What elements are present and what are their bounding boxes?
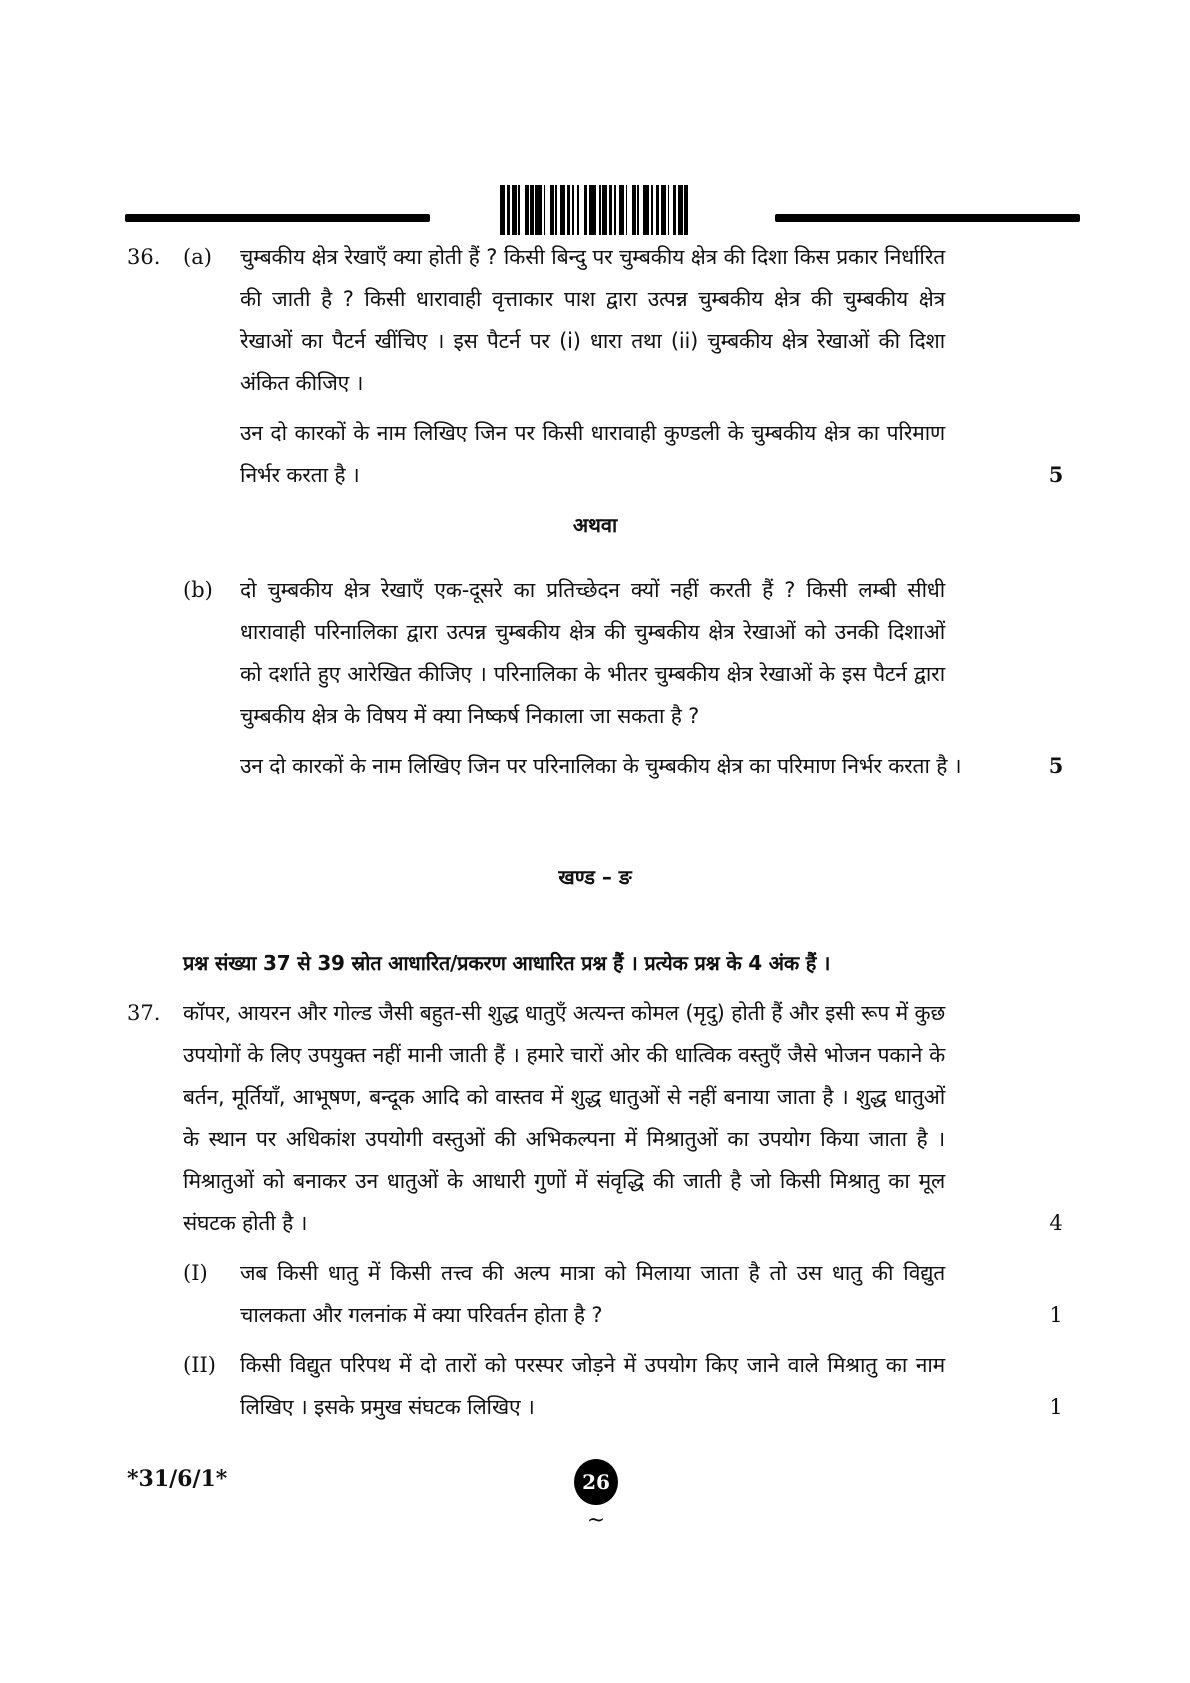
q36a-line-4: अंकित कीजिए । <box>240 371 364 395</box>
barcode-bar <box>535 185 542 235</box>
q36b-line-3: को दर्शाते हुए आरेखित कीजिए । परिनालिका के भीतर चुम्बकीय क्षेत्र रेखाओं के इस पैटर्न द्वारा <box>240 662 945 686</box>
part-label-b: (b) <box>183 578 213 602</box>
subpart-label-I: (I) <box>183 1261 208 1285</box>
part-label-a: (a) <box>183 245 212 269</box>
q36a-line-2: की जाती है ? किसी धारावाही वृत्ताकार पाश द्वारा उत्पन्न चुम्बकीय क्षेत्र की चुम्बकीय क्षेत्र <box>240 287 945 311</box>
page-number-text: 26 <box>582 1470 610 1494</box>
q36b-line-1: दो चुम्बकीय क्षेत्र रेखाएँ एक-दूसरे का प्रतिच्छेदन क्यों नहीं करती हैं ? किसी लम्बी सीधी <box>240 578 945 602</box>
q37-line-5: मिश्रातुओं को बनाकर उन धातुओं के आधारी गुणों में संवृद्धि की जाती है जो किसी मिश्रातु का मूल <box>183 1169 945 1193</box>
marks-q36a: 5 <box>1048 462 1064 487</box>
q37-line-2: उपयोगों के लिए उपयुक्त नहीं मानी जाती हैं । हमारे चारों ओर की धात्विक वस्तुएँ जैसे भोजन पकाने के <box>183 1043 945 1067</box>
q37-I-line-2: चालकता और गलनांक में क्या परिवर्तन होता है ? <box>240 1303 603 1327</box>
header-rule-right <box>775 214 1080 222</box>
q36a-line-3: रेखाओं का पैटर्न खींचिए । इस पैटर्न पर (i) धारा तथा (ii) चुम्बकीय क्षेत्र रेखाओं की दिशा <box>240 329 945 353</box>
q37-line-3: बर्तन, मूर्तियाँ, आभूषण, बन्दूक आदि को वास्तव में शुद्ध धातुओं से नहीं बनाया जाता है । शुद्ध धातुओं <box>183 1085 945 1109</box>
q36b-line-4: चुम्बकीय क्षेत्र के विषय में क्या निष्कर्ष निकाला जा सकता है ? <box>240 704 700 728</box>
header-rule-left <box>125 214 430 222</box>
barcode-bar <box>589 185 596 235</box>
page-number <box>574 1459 618 1505</box>
section-title: खण्ड – ङ <box>558 865 632 889</box>
q37-I-line-1: जब किसी धातु में किसी तत्त्व की अल्प मात्रा को मिलाया जाता है तो उस धातु की विद्युत <box>240 1261 945 1285</box>
q37-line-4: के स्थान पर अधिकांश उपयोगी वस्तुओं की अभिकल्पना में मिश्रातुओं का उपयोग किया जाता है । <box>183 1127 945 1151</box>
marks-q37-II: 1 <box>1049 1395 1063 1419</box>
marks-q37-I: 1 <box>1049 1303 1063 1327</box>
q36b-line-2: धारावाही परिनालिका द्वारा उत्पन्न चुम्बकीय क्षेत्र की चुम्बकीय क्षेत्र रेखाओं को उनकी दिशाओं <box>240 620 945 644</box>
marks-q37: 4 <box>1049 1211 1063 1235</box>
section-instruction: प्रश्न संख्या 37 से 39 स्रोत आधारित/प्रकरण आधारित प्रश्न हैं । प्रत्येक प्रश्न के 4 अंक हैं । <box>183 951 831 975</box>
q36b-line-5: उन दो कारकों के नाम लिखिए जिन पर परिनालिका के चुम्बकीय क्षेत्र का परिमाण निर्भर करता है । <box>240 754 962 778</box>
q37-line-6: संघटक होती है । <box>183 1211 308 1235</box>
q36a-line-6: निर्भर करता है । <box>240 463 360 487</box>
paper-code: *31/6/1* <box>127 1466 228 1492</box>
barcode-bar <box>688 185 690 235</box>
q36a-line-1: चुम्बकीय क्षेत्र रेखाएँ क्या होती हैं ? किसी बिन्दु पर चुम्बकीय क्षेत्र की दिशा किस प्रकार निर्धारित <box>240 245 945 269</box>
subpart-label-II: (II) <box>183 1353 216 1377</box>
tilde-mark: ~ <box>586 1508 606 1533</box>
barcode <box>500 185 690 235</box>
question-number: 36. <box>127 245 161 269</box>
or-label: अथवा <box>572 513 618 537</box>
marks-q36b: 5 <box>1048 753 1064 778</box>
q37-II-line-2: लिखिए । इसके प्रमुख संघटक लिखिए । <box>240 1395 535 1419</box>
barcode-bar <box>643 185 650 235</box>
question-number: 37. <box>127 1001 161 1025</box>
q36a-line-5: उन दो कारकों के नाम लिखिए जिन पर किसी धारावाही कुण्डली के चुम्बकीय क्षेत्र का परिमाण <box>240 421 945 445</box>
q37-II-line-1: किसी विद्युत परिपथ में दो तारों को परस्पर जोड़ने में उपयोग किए जाने वाले मिश्रातु का नाम <box>240 1353 945 1377</box>
q37-line-1: कॉपर, आयरन और गोल्ड जैसी बहुत-सी शुद्ध धातुएँ अत्यन्त कोमल (मृदु) होती हैं और इसी रूप में कुछ <box>183 1001 945 1025</box>
